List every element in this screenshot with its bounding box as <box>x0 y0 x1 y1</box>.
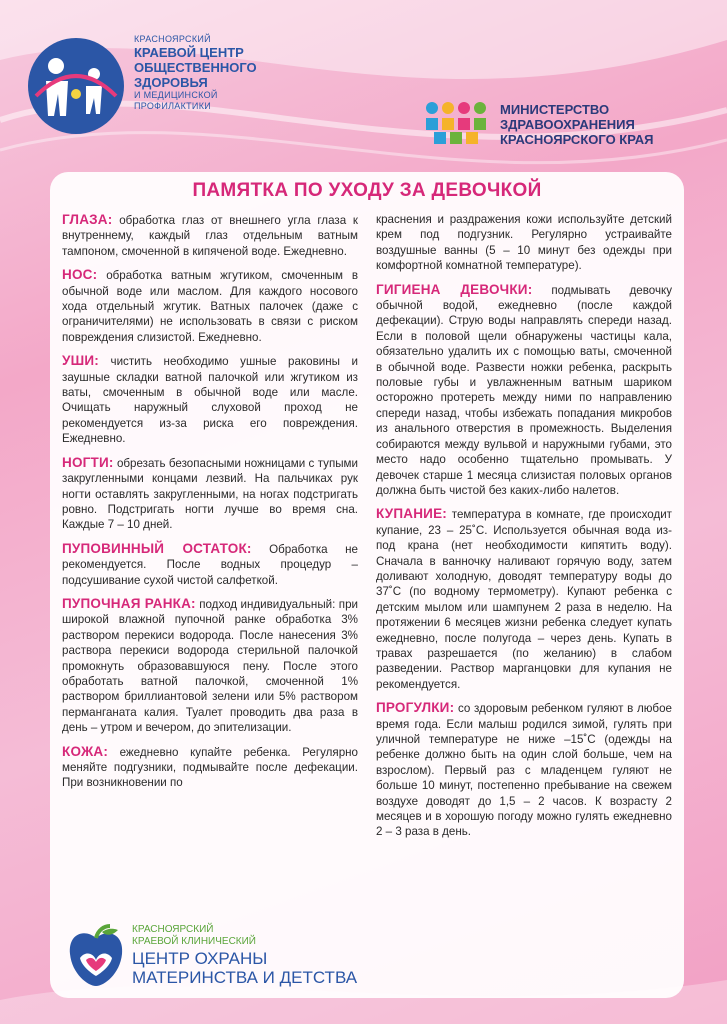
left-org-line1: КРАСНОЯРСКИЙ <box>134 34 211 44</box>
section-heading: КУПАНИЕ: <box>376 506 447 522</box>
section-heading: ГИГИЕНА ДЕВОЧКИ: <box>376 281 533 297</box>
left-organization-name <box>134 34 304 112</box>
section-text: краснения и раздражения кожи используйте детский крем под подгузник. Регулярно устраивайте воздушные ванны (5 – 10 минут без одежды при комфортной комнатной температуре). <box>376 213 672 273</box>
left-org-line3: ОБЩЕСТВЕННОГО <box>134 60 257 75</box>
section-text: обработка глаз от внешнего угла глаза к внутреннему, каждый глаз отдельным ватным тампоном, смоченной в кипяченой воде. Ежедневно. <box>62 214 358 258</box>
footer-line1: КРАСНОЯРСКИЙ <box>132 924 214 935</box>
section-text: подход индивидуальный: при широкой влажной пупочной ранке обработка 3% раствором перекиси водорода. После нанесения 3% раствора перекиси водорода стерильной палочкой промокнуть образовавшуюся пену. После этого обработать ватной палочкой, смоченной 1% раствором бриллиантовой зелени или 5% раствором перманганата калия. Туалет проводить два раза в день – утром и вечером, до эпителизации. <box>62 597 358 735</box>
section-nose <box>62 267 358 345</box>
section-umbilical-wound <box>62 596 358 736</box>
section-heading: КОЖА: <box>62 743 109 759</box>
section-heading: ГЛАЗА: <box>62 212 113 227</box>
section-walks <box>376 700 672 840</box>
section-heading: ПУПОЧНАЯ РАНКА: <box>62 595 196 611</box>
public-health-center-logo <box>26 36 126 136</box>
page-title: ПАМЯТКА ПО УХОДУ ЗА ДЕВОЧКОЙ <box>192 180 542 201</box>
section-heading: НОГТИ: <box>62 454 114 470</box>
section-nails <box>62 455 358 533</box>
section-umbilical-stump <box>62 541 358 588</box>
header <box>0 0 727 170</box>
section-text: чистить необходимо ушные раковины и заушные складки ватной палочкой или жгутиком из ваты, смоченным в обычной воде или масле. Очищать наружный слуховой проход не рекомендуется из-за риска его повреждения. Ежедневно. <box>62 355 358 446</box>
left-column <box>62 212 358 799</box>
section-ears <box>62 353 358 446</box>
section-text: со здоровым ребенком гуляют в любое время года. Если малыш родился зимой, гулять при уличной температуре не ниже –15˚С (одежды на ребенке должно быть на один слой больше, чем на взрослом). Первый раз с младенцем гуляют не больше 10 минут, постепенно пребывание на свежем воздухе доводят до 1,5 – 2 часов. К возрасту 2 месяцев и в хорошую погоду можно гулять ежедневно 2 – 3 раза в день. <box>376 702 672 839</box>
maternity-center-logo <box>66 916 366 996</box>
section-skin <box>62 744 358 791</box>
memo-card <box>50 172 684 998</box>
section-text: обработка ватным жгутиком, смоченным в обычной воде или маслом. Для каждого носового хода отдельный жгутик. Ватных палочек (даже с ограничителями) не использовать в связи с риском повреждения слизистой. Ежедневно. <box>62 269 358 344</box>
section-bathing <box>376 506 672 692</box>
section-heading: УШИ: <box>62 353 99 369</box>
apple-heart-icon <box>66 924 126 990</box>
ministry-name <box>500 102 700 147</box>
section-text: подмывать девочку обычной водой, ежедневно (после каждой дефекации). Струю воды направлять спереди назад. Если в половой щели обнаружены частицы кала, обязательно удалить их с помощью ваты, смоченной в обычной воде. Развести ножки ребенка, раскрыть половые губы и увлажненным ватным шариком осторожно протереть между ними по направлению спереди назад, чтобы избежать попадания микробов из анального отверстия в промежность. Выделения собираются между вульвой и наружными губами, это место надо особенно тщательно промывать. У девочек старше 1 месяца слизистая половых органов должна быть чистой без каких-либо налетов. <box>376 283 672 497</box>
ministry-logo-icon <box>424 100 494 146</box>
left-org-line5: И МЕДИЦИНСКОЙ <box>134 90 218 100</box>
ministry-line2: ЗДРАВООХРАНЕНИЯ <box>500 117 635 132</box>
section-text: температура в комнате, где происходит купание, 23 – 25˚С. Используется обычная вода из-под крана (нет необходимости кипятить воду). Сначала в ванночку наливают горячую воду, затем доливают холодную, доводят температуру воды до 37˚С (по водному термометру). Купают ребенка с детским мылом или шампунем 2 раза в неделю. На протяжении 6 месяцев жизни ребенка следует купать ежедневно, после полугода – через день. Купать в травах разрешается (по желанию) в слабом разведении. Раствор марганцовки для купания не рекомендуется. <box>376 508 672 691</box>
section-eyes <box>62 212 358 259</box>
right-column <box>376 212 672 848</box>
ministry-line1: МИНИСТЕРСТВО <box>500 102 610 117</box>
section-heading: ПУПОВИННЫЙ ОСТАТОК: <box>62 540 252 556</box>
footer-line4: МАТЕРИНСТВА И ДЕТСТВА <box>132 968 358 987</box>
section-text: обрезать безопасными ножницами с тупыми закругленными концами лезвий. На пальчиках рук ногти оставлять закругленными, на ногах подстригать ровно. Подстригать ногти лучше во время сна. Каждые 7 – 10 дней. <box>62 456 358 532</box>
section-girl-hygiene <box>376 282 672 499</box>
section-skin-continued <box>376 212 672 274</box>
footer-line3: ЦЕНТР ОХРАНЫ <box>132 949 268 968</box>
left-org-line6: ПРОФИЛАКТИКИ <box>134 101 212 111</box>
left-org-line2: КРАЕВОЙ ЦЕНТР <box>134 45 244 60</box>
ministry-line3: КРАСНОЯРСКОГО КРАЯ <box>500 132 654 147</box>
section-text: ежедневно купайте ребенка. Регулярно меняйте подгузники, подмывайте после дефекации. При возникновении по <box>62 745 358 790</box>
footer-line2: КРАЕВОЙ КЛИНИЧЕСКИЙ <box>132 936 256 947</box>
section-heading: ПРОГУЛКИ: <box>376 700 455 716</box>
left-org-line4: ЗДОРОВЬЯ <box>134 75 208 90</box>
section-text: Обработка не рекомендуется. После водных процедур – подсушивание сухой чистой салфеткой. <box>62 542 358 587</box>
section-heading: НОС: <box>62 267 98 283</box>
